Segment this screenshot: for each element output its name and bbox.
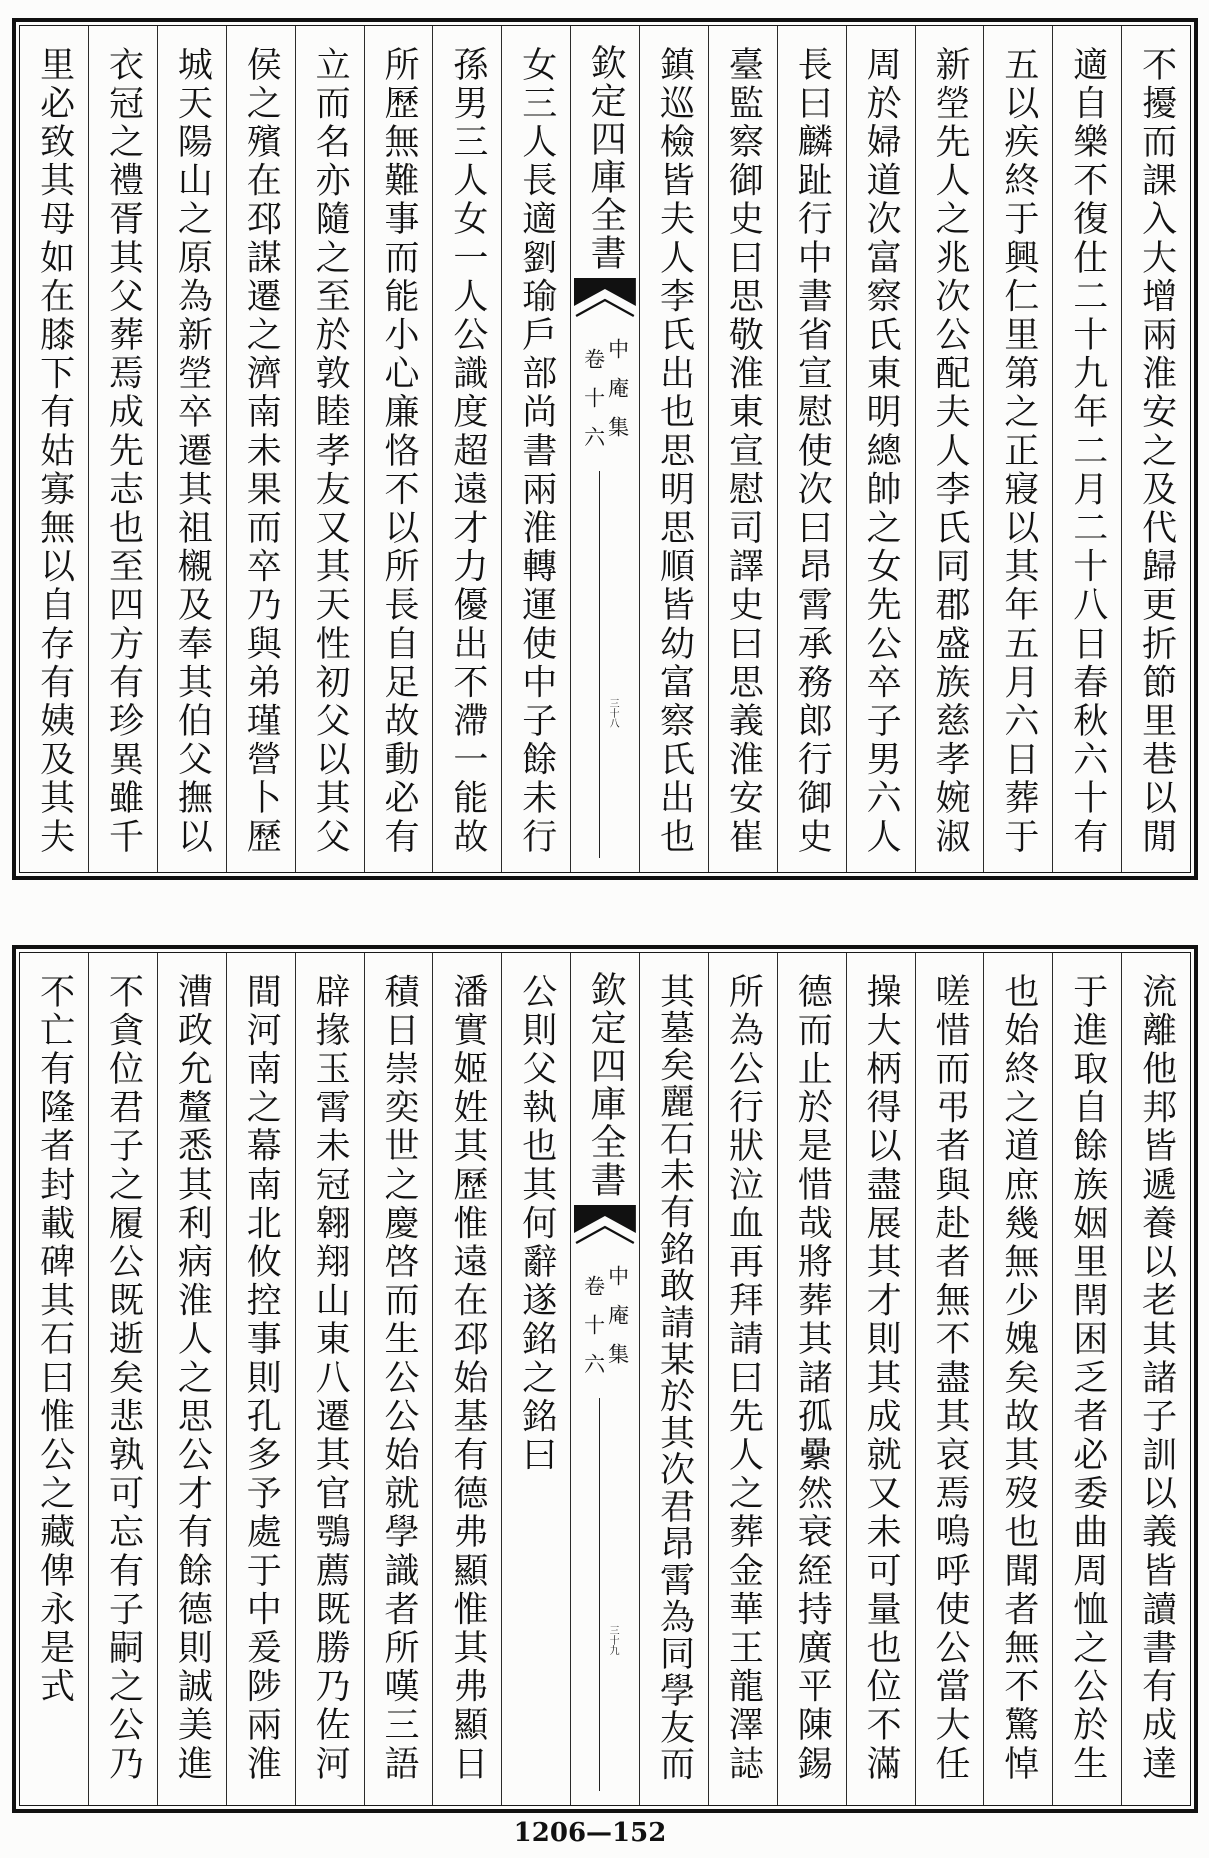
book-title-text: 欽定四庫全書: [585, 44, 627, 272]
text-column: [88, 26, 157, 872]
column-text: 所歷無難事而能小心廉恪不以所長自足故動必有: [378, 46, 419, 857]
book-title: [571, 971, 639, 1199]
column-text: 侯之殯在邳謀遷之濟南未果而卒乃與弟瑾營卜歷: [241, 46, 282, 857]
footer-page-id: 1206—152: [513, 1818, 667, 1848]
text-column: [501, 953, 570, 1805]
column-text: 孫男三人女一人公識度超遠才力優出不滯一能故: [447, 46, 488, 857]
text-column: [639, 26, 708, 872]
text-column: [432, 26, 501, 872]
column-text: 潘實姬姓其歷惟遠在邳始基有德弗顯惟其弗顯日: [447, 973, 488, 1784]
column-text: 鎮巡檢皆夫人李氏出也思明思順皆幼富察氏出也: [654, 46, 695, 857]
column-text: 不擾而課入大增兩淮安之及代歸更折節里巷以閒: [1136, 46, 1177, 857]
book-name: 中庵集: [605, 338, 630, 455]
column-text: 也始終之道庶幾無少媿矣故其歿也聞者無不驚悼: [998, 973, 1039, 1784]
folio-number: 三十九: [607, 1625, 619, 1655]
volume-number: 卷十六: [581, 348, 606, 465]
upper-half-page: [12, 18, 1198, 880]
text-column: [364, 953, 433, 1805]
volume-number: 卷十六: [581, 1275, 606, 1392]
column-text: 公則父執也其何辭遂銘之銘曰: [516, 973, 557, 1475]
column-text: 長曰麟趾行中書省宣慰使次曰昂霄承務郎行御史: [792, 46, 833, 857]
text-column: [432, 953, 501, 1805]
column-text: 所為公行狀泣血再拜請曰先人之葬金華王龍澤誌: [723, 973, 764, 1784]
text-column: [157, 26, 226, 872]
fish-tail-icon: [574, 1205, 636, 1245]
column-text: 城天陽山之原為新塋卒遷其祖櫬及奉其伯父撫以: [172, 46, 213, 857]
column-text: 其墓矣麗石未有銘敢請某於其次君昂霄為同學友而: [654, 973, 695, 1783]
book-name: 中庵集: [605, 1265, 630, 1382]
text-column: [708, 953, 777, 1805]
column-text: 不貪位君子之履公既逝矣悲孰可忘有子嗣之公乃: [103, 973, 144, 1784]
text-column: [501, 26, 570, 872]
text-column: [20, 953, 88, 1805]
text-column: [20, 26, 88, 872]
column-text: 臺監察御史曰思敬淮東宣慰司譯史曰思義淮安崔: [723, 46, 764, 857]
text-column: [295, 26, 364, 872]
text-column: [915, 26, 984, 872]
column-text: 女三人長適劉瑜戶部尚書兩淮轉運使中子餘未行: [516, 46, 557, 857]
column-text: 積日崇奕世之慶啓而生公公始就學識者所嘆三語: [378, 973, 419, 1784]
column-grid: [20, 953, 1190, 1805]
center-rule: [599, 1398, 600, 1791]
lower-half-page: [12, 945, 1198, 1813]
text-column: [777, 953, 846, 1805]
column-text: 周於婦道次富察氏東明總帥之女先公卒子男六人: [861, 46, 902, 857]
center-band: [570, 953, 639, 1805]
inner-frame: [19, 25, 1191, 873]
text-column: [364, 26, 433, 872]
column-text: 里必致其母如在膝下有姑寡無以自存有姨及其夫: [34, 46, 75, 857]
inner-frame: [19, 952, 1191, 1806]
column-text: 衣冠之禮胥其父葬焉成先志也至四方有珍異雖千: [103, 46, 144, 857]
column-text: 流離他邦皆遞養以老其諸子訓以義皆讀書有成達: [1136, 973, 1177, 1784]
text-column: [1052, 26, 1121, 872]
text-column: [983, 26, 1052, 872]
text-column: [1052, 953, 1121, 1805]
text-column: [226, 26, 295, 872]
center-band: [570, 26, 639, 872]
text-column: [226, 953, 295, 1805]
folio-number: 三十八: [607, 698, 619, 728]
column-text: 漕政允釐悉其利病淮人之思公才有餘德則誠美進: [172, 973, 213, 1784]
column-text: 間河南之幕南北攸控事則孔多予處于中爰陟兩淮: [241, 973, 282, 1784]
center-rule: [599, 471, 600, 858]
column-text: 德而止於是惜哉將葬其諸孤纍然衰絰持廣平陳錫: [792, 973, 833, 1784]
text-column: [88, 953, 157, 1805]
text-column: [846, 26, 915, 872]
column-text: 適自樂不復仕二十九年二月二十八日春秋六十有: [1067, 46, 1108, 857]
book-labels: [571, 1265, 639, 1392]
column-text: 新塋先人之兆次公配夫人李氏同郡盛族慈孝婉淑: [929, 46, 970, 857]
column-grid: [20, 26, 1190, 872]
text-column: [639, 953, 708, 1805]
book-title-text: 欽定四庫全書: [585, 971, 627, 1199]
text-column: [846, 953, 915, 1805]
column-text: 嗟惜而弔者與赴者無不盡其哀焉嗚呼使公當大任: [929, 973, 970, 1784]
column-text: 操大柄得以盡展其才則其成就又未可量也位不滿: [861, 973, 902, 1784]
column-text: 五以疾終于興仁里第之正寢以其年五月六日葬于: [998, 46, 1039, 857]
text-column: [983, 953, 1052, 1805]
column-text: 不亡有隆者封載碑其石曰惟公之藏俾永是式: [34, 973, 75, 1707]
text-column: [295, 953, 364, 1805]
text-column: [708, 26, 777, 872]
column-text: 辟掾玉霄未冠翱翔山東八遷其官鶚薦既勝乃佐河: [310, 973, 351, 1784]
text-column: [157, 953, 226, 1805]
text-column: [777, 26, 846, 872]
column-text: 立而名亦隨之至於敦睦孝友又其天性初父以其父: [310, 46, 351, 857]
text-column: [915, 953, 984, 1805]
text-column: [1121, 26, 1190, 872]
fish-tail-icon: [574, 278, 636, 318]
text-column: [1121, 953, 1190, 1805]
book-title: [571, 44, 639, 272]
book-labels: [571, 338, 639, 465]
column-text: 于進取自餘族姻里閈困乏者必委曲周恤之公於生: [1067, 973, 1108, 1784]
